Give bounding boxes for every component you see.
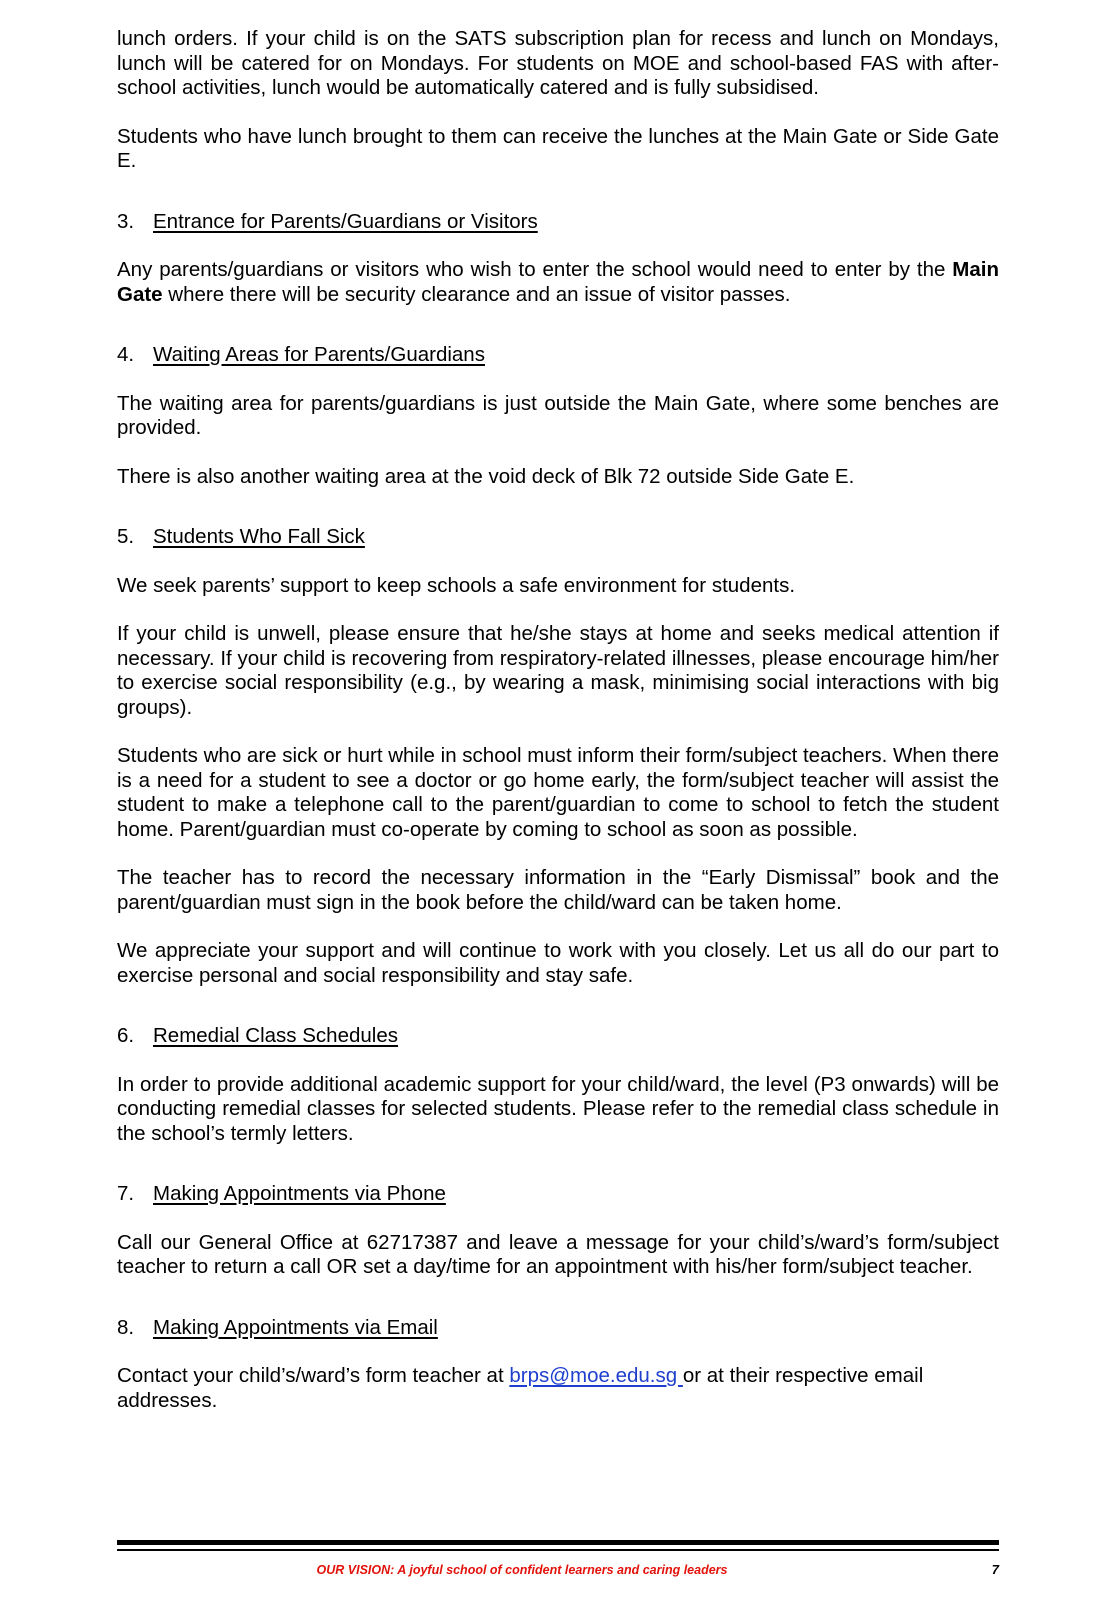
section-3-paragraph bbox=[117, 258, 999, 307]
section-8-paragraph bbox=[117, 1364, 999, 1413]
section-5-title: Students Who Fall Sick bbox=[153, 525, 365, 548]
section-8-title: Making Appointments via Email bbox=[153, 1315, 438, 1339]
section-5-paragraph-5: We appreciate your support and will continue to work with you closely. Let us all do our part to exercise personal and social responsibility and stay safe. bbox=[117, 939, 999, 987]
main-gate-bold: Main Gate bbox=[117, 258, 999, 306]
document-body bbox=[117, 27, 999, 1437]
section-3-title: Entrance for Parents/Guardians or Visitors bbox=[153, 209, 538, 233]
section-5-paragraph-4: The teacher has to record the necessary information in the “Early Dismissal” book and the parent/guardian must sign in the book before the child/ward can be taken home. bbox=[117, 866, 999, 914]
section-8-number: 8. bbox=[117, 1315, 135, 1339]
section-4-paragraph-2: There is also another waiting area at the void deck of Blk 72 outside Side Gate E. bbox=[117, 464, 855, 488]
section-3-text-after: where there will be security clearance and an issue of visitor passes. bbox=[162, 282, 791, 306]
section-5-heading bbox=[117, 525, 999, 550]
section-8-text-after: or at their respective email addresses. bbox=[117, 1364, 924, 1412]
page-number: 7 bbox=[991, 1562, 999, 1577]
footer-vision-statement: OUR VISION: A joyful school of confident learners and caring leaders bbox=[316, 1563, 728, 1577]
intro-paragraph-lunch-pickup: Students who have lunch brought to them can receive the lunches at the Main Gate or Side Gate E. bbox=[117, 124, 999, 172]
section-4-title: Waiting Areas for Parents/Guardians bbox=[153, 343, 485, 366]
section-5-paragraph-3: Students who are sick or hurt while in school must inform their form/subject teachers. When there is a need for a student to see a doctor or go home early, the form/subject teacher will assist the student to make a telephone call to the parent/guardian to come to school to fetch the student home. Parent/guardian must co-operate by coming to school as soon as possible. bbox=[117, 744, 999, 841]
section-8-text-before: Contact your child’s/ward’s form teacher at bbox=[117, 1364, 510, 1387]
footer-divider-thin bbox=[117, 1549, 999, 1551]
email-link[interactable]: brps@moe.edu.sg bbox=[509, 1364, 683, 1387]
section-3-text-before: Any parents/guardians or visitors who wish to enter the school would need to enter by the bbox=[117, 258, 953, 281]
section-7-paragraph: Call our General Office at 62717387 and leave a message for your child’s/ward’s form/subject teacher to return a call OR set a day/time for an appointment with his/her form/subject teacher. bbox=[117, 1230, 999, 1278]
section-7-heading bbox=[117, 1182, 999, 1207]
section-8-heading bbox=[117, 1316, 999, 1341]
section-4-heading bbox=[117, 343, 999, 368]
section-5-paragraph-1: We seek parents’ support to keep schools a safe environment for students. bbox=[117, 573, 796, 597]
section-6-paragraph: In order to provide additional academic support for your child/ward, the level (P3 onwards) will be conducting remedial classes for selected students. Please refer to the remedial class schedule in the school’s termly letters. bbox=[117, 1072, 999, 1145]
section-3-number: 3. bbox=[117, 209, 135, 233]
section-3-heading bbox=[117, 210, 999, 235]
section-7-number: 7. bbox=[117, 1182, 135, 1205]
section-5-paragraph-2: If your child is unwell, please ensure that he/she stays at home and seeks medical attention if necessary. If your child is recovering from respiratory-related illnesses, please encourage him/her to exercise social responsibility (e.g., by wearing a mask, minimising social interactions with big groups). bbox=[117, 622, 999, 719]
section-6-heading bbox=[117, 1024, 999, 1049]
footer-divider-thick bbox=[117, 1540, 999, 1545]
section-6-number: 6. bbox=[117, 1024, 135, 1047]
section-6-title: Remedial Class Schedules bbox=[153, 1024, 398, 1047]
section-7-title: Making Appointments via Phone bbox=[153, 1182, 446, 1205]
section-4-number: 4. bbox=[117, 343, 135, 366]
section-4-paragraph-1: The waiting area for parents/guardians is just outside the Main Gate, where some benches are provided. bbox=[117, 391, 999, 439]
section-5-number: 5. bbox=[117, 525, 135, 548]
intro-paragraph-lunch-orders: lunch orders. If your child is on the SATS subscription plan for recess and lunch on Mondays, lunch will be catered for on Mondays. For students on MOE and school-based FAS with after-school activities, lunch would be automatically catered and is fully subsidised. bbox=[117, 27, 999, 99]
